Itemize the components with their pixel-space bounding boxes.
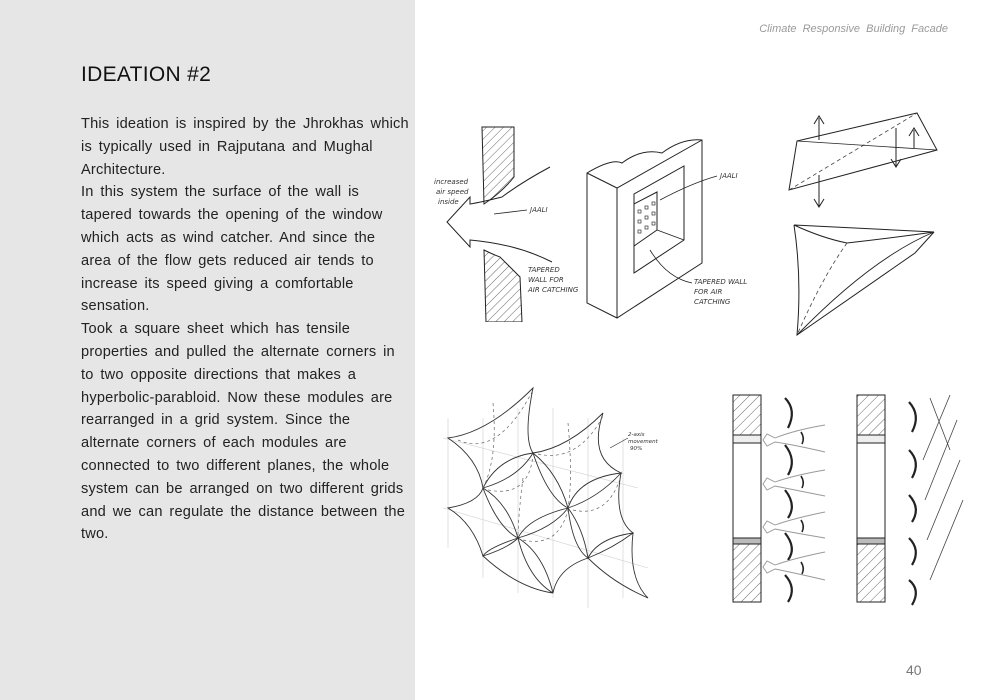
label-air-speed: increased [434, 178, 469, 186]
sketch-wall-section [432, 122, 582, 322]
paragraph-wind-catcher: In this system the surface of the wall is tapered towards the opening of the window which acts as wind catcher. And since the area of the flow gets reduced air tends to increase its speed giving a comfortable sensation. [81, 184, 383, 315]
svg-text:movement: movement [628, 439, 658, 445]
description-text [81, 113, 411, 546]
paragraph-hypar: Took a square sheet which has tensile properties and pulled the alternate corners in to two opposite directions that makes a hyperbolic-parabloid. Now these modules are rearranged in a grid system. Since the alternate corners of each modules are connected to two different planes, the whole system can be arranged on two different grids and we can regulate the distance between the two. [81, 321, 406, 543]
page-number: 40 [906, 662, 922, 678]
sketch-hypar-module [772, 98, 952, 343]
label-grid-movement: 2-axis [628, 432, 645, 438]
svg-text:FOR AIR: FOR AIR [694, 288, 723, 296]
page-title: IDEATION #2 [81, 63, 212, 86]
paragraph-jharokha: This ideation is inspired by the Jhrokhas which is typically used in Rajputana and Mughal Architecture. [81, 116, 409, 178]
svg-text:air speed: air speed [436, 188, 469, 196]
svg-text:WALL FOR: WALL FOR [528, 276, 564, 284]
sketch-window-isometric [582, 128, 762, 348]
label-jaali: JAALI [530, 206, 548, 214]
svg-text:JAALI: JAALI [720, 172, 738, 180]
header-caption: Climate Responsive Building Facade [759, 23, 948, 35]
svg-text:90%: 90% [630, 446, 643, 452]
svg-text:AIR CATCHING: AIR CATCHING [528, 286, 579, 294]
svg-text:TAPERED WALL: TAPERED WALL [694, 278, 748, 286]
svg-text:inside: inside [438, 198, 459, 206]
sketch-facade-sections [725, 390, 970, 610]
svg-text:CATCHING: CATCHING [694, 298, 731, 306]
sketch-grid-system [438, 378, 678, 608]
label-tapered-wall: TAPERED [528, 266, 560, 274]
